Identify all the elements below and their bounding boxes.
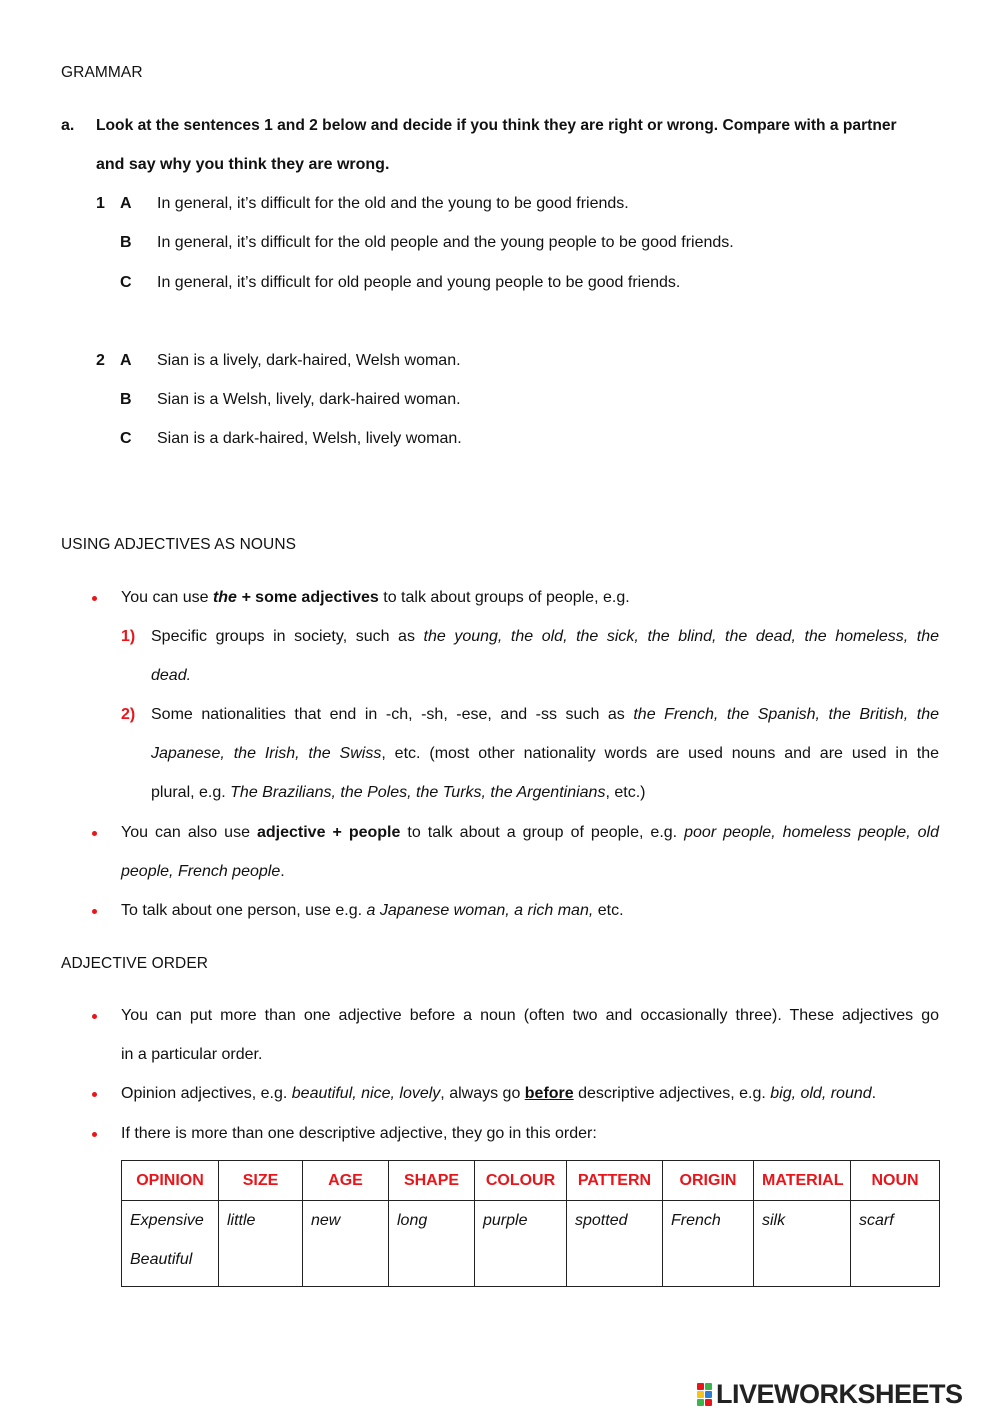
bullet-text: If there is more than one descriptive adjective, they go in this order: <box>121 1125 597 1142</box>
sentence-letter: A <box>120 195 132 212</box>
table-header: NOUN <box>851 1161 940 1201</box>
sentence-letter: C <box>120 430 132 447</box>
grammar-heading: GRAMMAR <box>61 64 143 81</box>
adjectives-as-nouns-heading: USING ADJECTIVES AS NOUNS <box>61 536 297 553</box>
sub-item-text: Specific groups in society, such as the young, the old, the sick, the blind, the dead, the homeless, the <box>151 628 939 645</box>
table-header: SHAPE <box>389 1161 475 1201</box>
sub-item-text: dead. <box>151 667 192 684</box>
sentence-text: Sian is a Welsh, lively, dark-haired woman. <box>157 391 461 408</box>
sentence-text: In general, it’s difficult for old people and young people to be good friends. <box>157 274 681 291</box>
sentence-letter: B <box>120 391 132 408</box>
bullet-text: You can put more than one adjective before a noun (often two and occasionally three). These adjectives go <box>121 1007 939 1024</box>
adjective-order-heading: ADJECTIVE ORDER <box>61 955 209 972</box>
bullet-text: You can also use adjective + people to talk about a group of people, e.g. poor people, homeless people, old <box>121 824 939 841</box>
group-number: 1 <box>96 195 105 212</box>
sentence-letter: B <box>120 234 132 251</box>
table-header: ORIGIN <box>663 1161 754 1201</box>
adjective-order-table <box>121 1160 940 1287</box>
table-header: PATTERN <box>567 1161 663 1201</box>
logo-text: LIVEWORKSHEETS <box>716 1378 963 1409</box>
bullet-dot <box>92 1092 97 1097</box>
sentence-text: In general, it’s difficult for the old people and the young people to be good friends. <box>157 234 734 251</box>
table-row <box>122 1201 940 1287</box>
task-instruction-line2: and say why you think they are wrong. <box>96 156 390 173</box>
table-header-row <box>122 1161 940 1201</box>
sub-item-number: 1) <box>121 628 136 645</box>
table-header: AGE <box>303 1161 389 1201</box>
sentence-text: Sian is a dark-haired, Welsh, lively woman. <box>157 430 462 447</box>
task-instruction-line1: Look at the sentences 1 and 2 below and decide if you think they are right or wrong. Compare with a partner <box>96 117 897 134</box>
sentence-text: Sian is a lively, dark-haired, Welsh woman. <box>157 352 461 369</box>
bullet-text: To talk about one person, use e.g. a Japanese woman, a rich man, etc. <box>121 902 624 919</box>
sub-item-text: Some nationalities that end in -ch, -sh, -ese, and -ss such as the French, the Spanish, the British, the <box>151 706 940 723</box>
sub-item-number: 2) <box>121 706 136 723</box>
table-cell-size: little <box>219 1201 303 1287</box>
bullet-dot <box>92 1132 97 1137</box>
sub-item-text: plural, e.g. The Brazilians, the Poles, the Turks, the Argentinians, etc.) <box>151 784 646 801</box>
table-cell-pattern: spotted <box>567 1201 663 1287</box>
table-header: SIZE <box>219 1161 303 1201</box>
table-header: COLOUR <box>475 1161 567 1201</box>
bullet-dot <box>92 1014 97 1019</box>
bullet-dot <box>92 596 97 601</box>
sentence-text: In general, it’s difficult for the old and the young to be good friends. <box>157 195 629 212</box>
table-cell-opinion: Expensive Beautiful <box>122 1201 219 1287</box>
table-cell-shape: long <box>389 1201 475 1287</box>
table-cell-origin: French <box>663 1201 754 1287</box>
table-header: OPINION <box>122 1161 219 1201</box>
table-cell-material: silk <box>754 1201 851 1287</box>
table-cell-age: new <box>303 1201 389 1287</box>
bullet-dot <box>92 909 97 914</box>
liveworksheets-logo[interactable] <box>697 1378 963 1410</box>
group-number: 2 <box>96 352 105 369</box>
sentence-letter: A <box>120 352 132 369</box>
task-letter: a. <box>61 117 75 134</box>
bullet-text: in a particular order. <box>121 1046 263 1063</box>
sentence-letter: C <box>120 274 132 291</box>
table-header: MATERIAL <box>754 1161 851 1201</box>
bullet-text: people, French people. <box>121 863 285 880</box>
bullet-dot <box>92 831 97 836</box>
sub-item-text: Japanese, the Irish, the Swiss, etc. (most other nationality words are used nouns and are used in the <box>151 745 939 762</box>
bullet-text: Opinion adjectives, e.g. beautiful, nice, lovely, always go before descriptive adjectives, e.g. big, old, round. <box>121 1085 877 1102</box>
bullet-text: You can use the + some adjectives to talk about groups of people, e.g. <box>121 589 630 606</box>
table-cell-colour: purple <box>475 1201 567 1287</box>
table-cell-noun: scarf <box>851 1201 940 1287</box>
logo-blocks-icon <box>697 1383 712 1406</box>
